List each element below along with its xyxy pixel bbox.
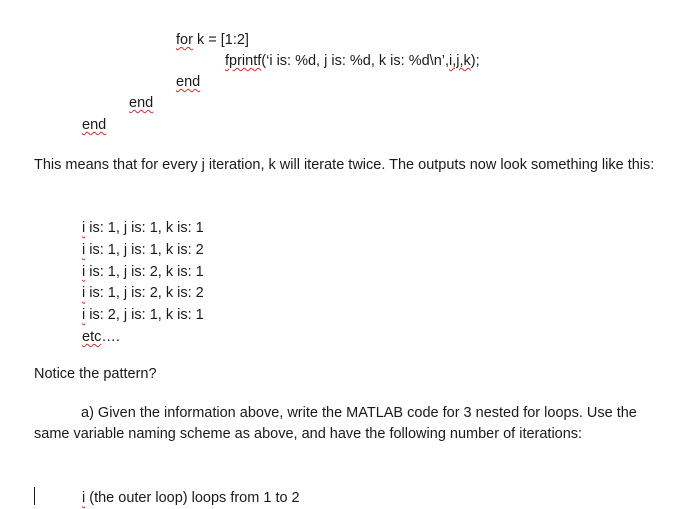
code-fprintf-format: (‘i is: %d, j is: %d, k is: %d\n’,	[261, 53, 450, 69]
notice-text: Notice the pattern?	[34, 366, 157, 382]
output-line-var: i	[82, 220, 86, 236]
output-line-var: i	[82, 241, 86, 258]
output-line-var: i	[82, 263, 86, 280]
output-line	[82, 306, 204, 324]
output-line	[82, 219, 204, 237]
code-fprintf-name: fprintf	[225, 53, 262, 69]
output-line-var: i	[82, 285, 86, 302]
code-fprintf-line	[225, 52, 480, 70]
output-etc-dots: ….	[101, 329, 120, 345]
bullet-outer-loop	[82, 489, 300, 507]
code-end-middle-text: end	[129, 95, 154, 111]
code-end-outer	[82, 116, 106, 134]
output-etc	[82, 328, 120, 346]
output-line	[82, 284, 204, 302]
code-end-inner	[176, 73, 200, 91]
code-for-range: k = [1:2]	[192, 32, 249, 48]
output-line-text: is: 1, j is: 1, k is: 1	[85, 220, 204, 236]
code-end-outer-text: end	[82, 117, 107, 133]
output-line-text: is: 1, j is: 2, k is: 2	[85, 285, 204, 302]
output-line	[82, 263, 204, 281]
output-line-text: is: 1, j is: 1, k is: 2	[85, 241, 204, 258]
code-keyword-for: for	[176, 32, 193, 48]
bullet-outer-loop-text: (the outer loop) loops from 1 to 2	[85, 490, 300, 506]
code-fprintf-args: i,j,k	[449, 53, 471, 69]
output-line	[82, 241, 204, 259]
code-for-line	[176, 31, 249, 49]
bullet-outer-loop-var: i	[82, 490, 86, 506]
output-line-text: is: 2, j is: 1, k is: 1	[85, 307, 204, 324]
code-end-middle	[129, 94, 153, 112]
output-etc-word: etc	[82, 329, 102, 345]
question-paragraph: a) Given the information above, write the MATLAB code for 3 nested for loops. Use the same variable naming scheme as above, and have the following number of iterations:	[34, 405, 637, 442]
code-end-inner-text: end	[176, 74, 201, 90]
code-fprintf-close: );	[470, 53, 480, 69]
output-line-var: i	[82, 307, 86, 324]
explanation-paragraph: This means that for every j iteration, k will iterate twice. The outputs now look something like this:	[34, 157, 655, 173]
output-line-text: is: 1, j is: 2, k is: 1	[85, 263, 204, 280]
text-cursor	[34, 487, 35, 505]
